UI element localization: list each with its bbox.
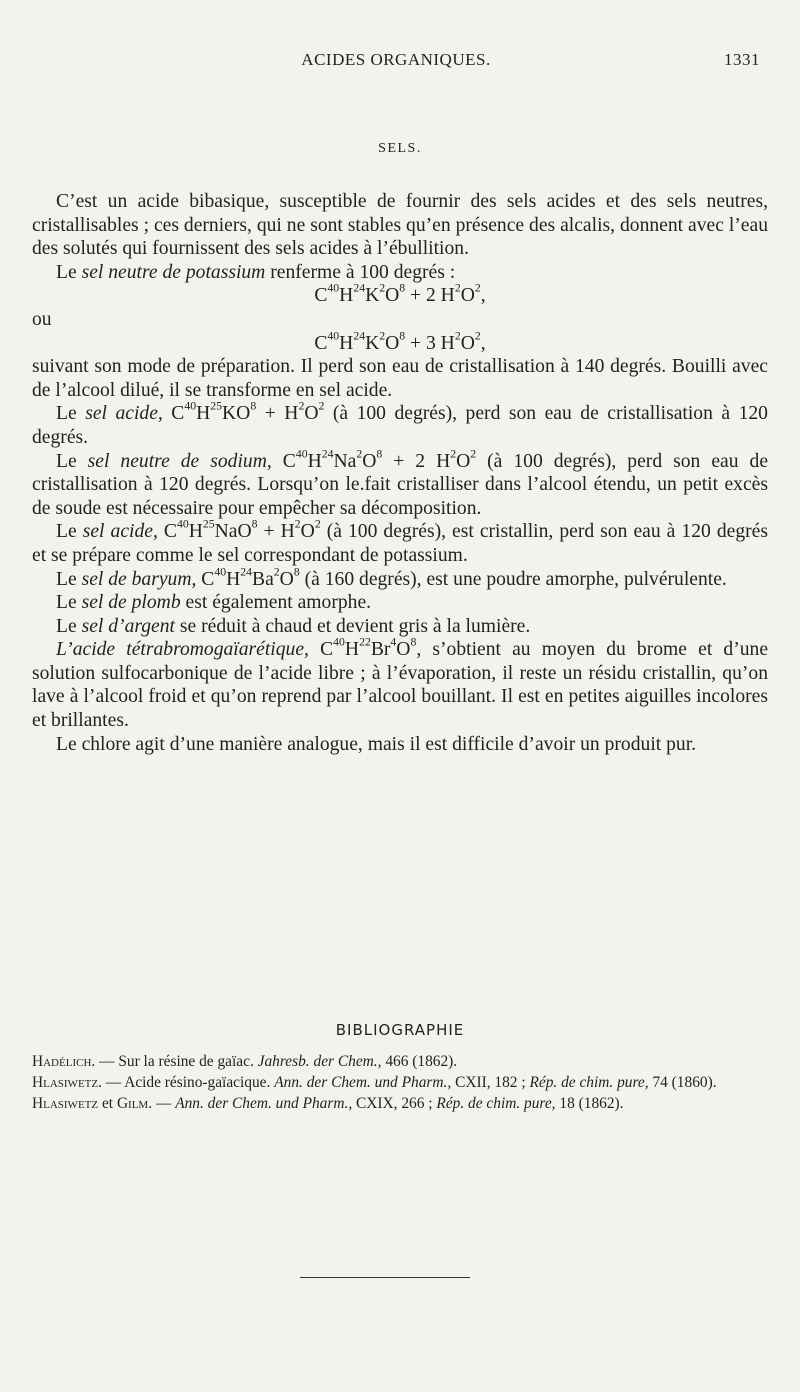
conjunction: ou [32, 308, 52, 330]
bibliography-list [32, 1052, 768, 1115]
bibliography-entry: Hlasiwetz. — Acide résino-gaïacique. Ann. der Chem. und Pharm., CXII, 182 ; Rép. de chim. pure, 74 (1860). [32, 1074, 717, 1091]
paragraph: Le sel d’argent se réduit à chaud et devient gris à la lumière. [56, 615, 531, 637]
running-title: ACIDES ORGANIQUES. [301, 50, 491, 69]
bibliography-title: BIBLIOGRAPHIE [335, 1021, 465, 1039]
bibliography-entry: Hadélich. — Sur la résine de gaïac. Jahresb. der Chem., 466 (1862). [32, 1053, 458, 1070]
paragraph: Le sel neutre de potassium renferme à 100 degrés : [56, 261, 456, 283]
formula: $C^{40}H^{24}K^2O^8 + 2$ $H^2O^2$, [314, 281, 486, 307]
paragraph: Le sel de baryum, $C^{40}H^{24}Ba^2O^8$ (à 160 degrés), est une poudre amorphe, pulvérulente. [56, 565, 727, 590]
paragraph: Le sel neutre de sodium, $C^{40}H^{24}Na^2O^8 + 2$ $H^2O^2$ (à 100 degrés), perd son eau de cristallisation à 120 degrés. Lorsqu’on le.fait cristalliser dans l’alcool étendu, un petit excès de soude est nécessaire pour empêcher sa décomposition. [32, 447, 769, 519]
end-rule [300, 1277, 470, 1278]
page-header [32, 50, 760, 78]
paragraph: Le sel acide, $C^{40}H^{25}KO^8 + H^2O^2$ (à 100 degrés), perd son eau de cristallisation à 120 degrés. [32, 399, 768, 448]
paragraph: C’est un acide bibasique, susceptible de fournir des sels acides et des sels neutres, cristallisables ; ces derniers, qui ne sont stables qu’en présence des alcalis, donnent avec l’eau des solutés qui fournissent des sels acides à l’ébullition. [32, 191, 768, 260]
formula: $C^{40}H^{24}K^2O^8 + 3$ $H^2O^2$, [314, 329, 486, 354]
paragraph: suivant son mode de préparation. Il perd son eau de cristallisation à 140 degrés. Bouilli avec de l’alcool dilué, il se transforme en sel acide. [32, 356, 768, 401]
bibliography-entry: Hlasiwetz et Gilm. — Ann. der Chem. und Pharm., CXIX, 266 ; Rép. de chim. pure, 18 (1862). [32, 1095, 624, 1112]
paragraph: Le chlore agit d’une manière analogue, mais il est difficile d’avoir un produit pur. [56, 733, 697, 755]
body-text [32, 190, 768, 756]
page-number: 1331 [724, 50, 760, 69]
section-title: SELS. [378, 141, 422, 156]
paragraph: Le sel acide, $C^{40}H^{25}NaO^8 + H^2O^2$ (à 100 degrés), est cristallin, perd son eau à 120 degrés et se prépare comme le sel correspondant de potassium. [32, 517, 768, 566]
paragraph: Le sel de plomb est également amorphe. [56, 592, 372, 614]
paragraph: L’acide tétrabromogaïarétique, $C^{40}H^{22}Br^4O^8$, s’obtient au moyen du brome et d’une solution sulfocarbonique de l’acide libre ; à l’évaporation, il reste un résidu cristallin, qu’on lave à l’alcool froid et qu’on reprend par l’alcool bouillant. Il est en petites aiguilles incolores et brillantes. [32, 635, 769, 732]
